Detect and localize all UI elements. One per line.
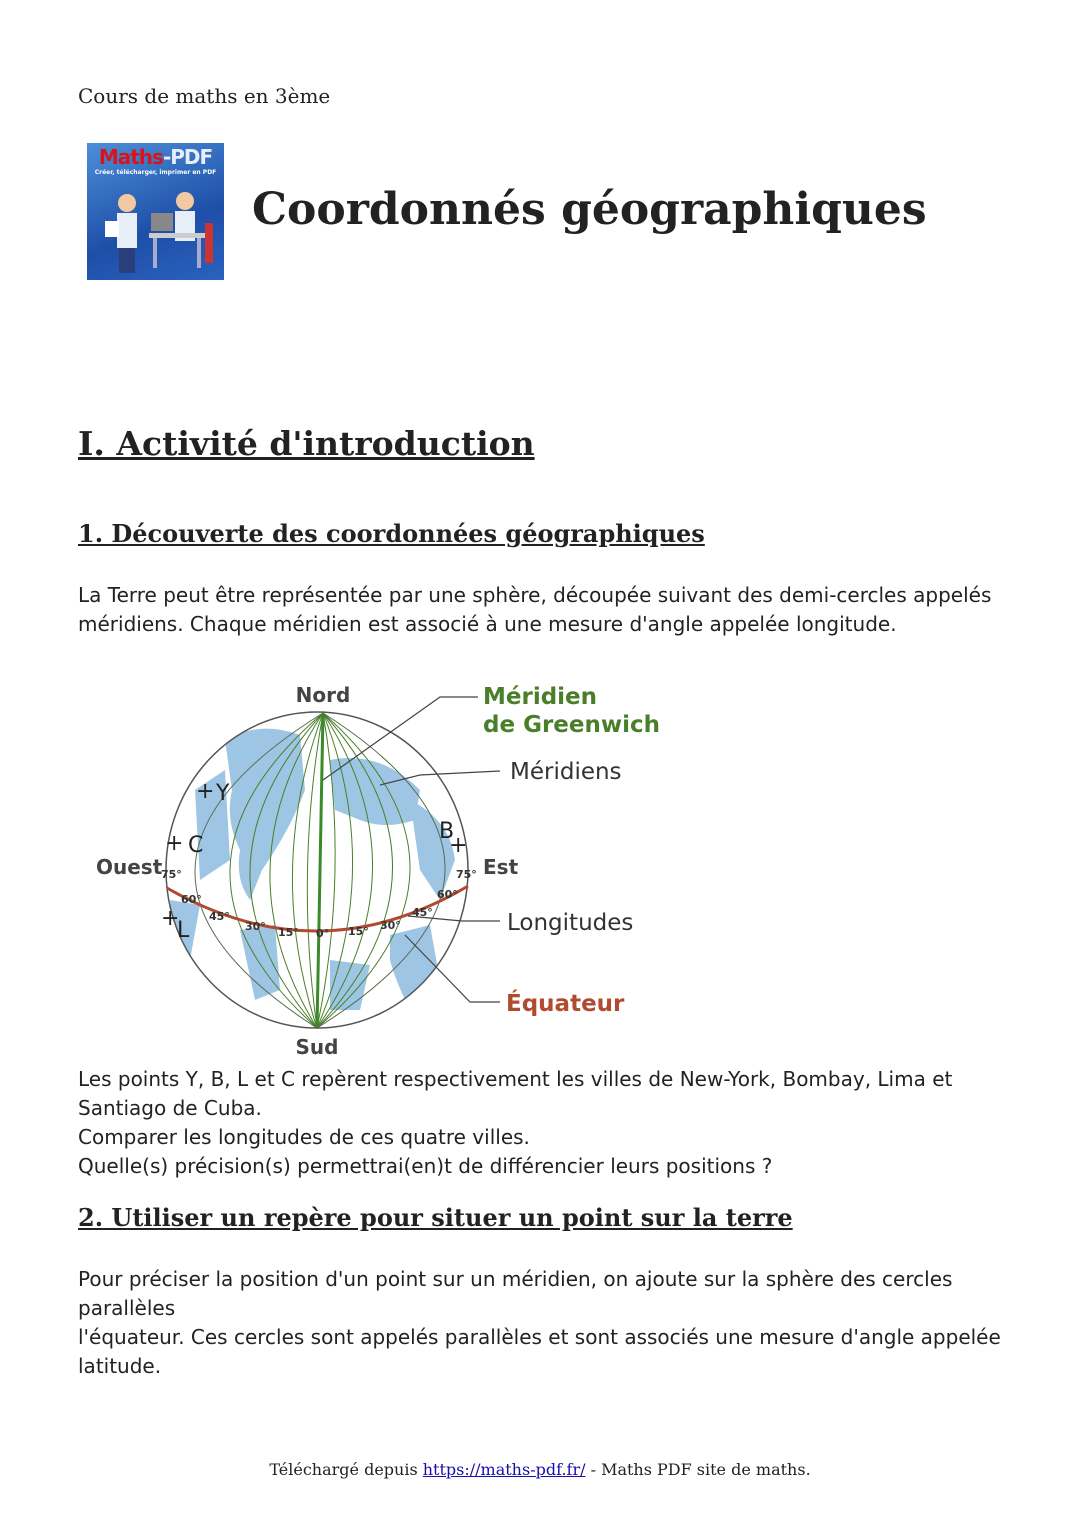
svg-text:60°: 60° xyxy=(437,888,458,901)
subsection-heading: 1. Découverte des coordonnées géographiques xyxy=(78,519,705,548)
points-paragraph: Les points Y, B, L et C repèrent respectivement les villes de New-York, Bombay, Lima et Santiago de Cuba. xyxy=(78,1067,953,1120)
label-greenwich-2: de Greenwich xyxy=(483,712,661,738)
svg-text:0°: 0° xyxy=(316,927,330,940)
svg-text:45°: 45° xyxy=(412,906,433,919)
svg-text:+: + xyxy=(161,906,180,931)
svg-text:75°: 75° xyxy=(456,868,477,881)
intro-paragraph: La Terre peut être représentée par une sphère, découpée suivant des demi-cercles appelés méridiens. Chaque méridien est associé à une mesure d'angle appelée longitude. xyxy=(78,583,992,636)
question-1: Comparer les longitudes de ces quatre villes. xyxy=(78,1125,530,1149)
point-y: Y xyxy=(216,781,230,806)
label-longitudes: Longitudes xyxy=(507,910,634,936)
svg-text:60°: 60° xyxy=(181,893,202,906)
label-sud: Sud xyxy=(295,1035,339,1059)
course-label: Cours de maths en 3ème xyxy=(78,84,331,108)
svg-text:45°: 45° xyxy=(209,910,230,923)
footer-link[interactable]: https://maths-pdf.fr/ xyxy=(422,1460,586,1479)
question-2: Quelle(s) précision(s) permettrai(en)t de différencier leurs positions ? xyxy=(78,1154,773,1178)
label-ouest: Ouest xyxy=(96,855,163,879)
label-meridiens: Méridiens xyxy=(510,759,622,785)
label-est: Est xyxy=(483,855,519,879)
maths-pdf-logo: Maths-PDF Créer, télécharger, imprimer en PDF xyxy=(87,143,224,280)
label-equateur: Équateur xyxy=(506,991,625,1017)
section-heading: I. Activité d'introduction xyxy=(78,424,535,463)
svg-text:15°: 15° xyxy=(348,925,369,938)
point-l: L xyxy=(177,918,190,943)
svg-text:30°: 30° xyxy=(245,920,266,933)
footer: Téléchargé depuis https://maths-pdf.fr/ - Maths PDF site de maths. xyxy=(269,1460,811,1479)
svg-text:+: + xyxy=(165,831,184,856)
svg-text:75°: 75° xyxy=(161,868,182,881)
subsection-heading-2: 2. Utiliser un repère pour situer un point sur la terre xyxy=(78,1203,793,1232)
label-greenwich-1: Méridien xyxy=(483,684,598,710)
page-title: Coordonnés géographiques xyxy=(252,184,927,235)
label-nord: Nord xyxy=(295,683,351,707)
svg-text:+: + xyxy=(196,779,215,804)
point-b: B xyxy=(439,819,455,844)
svg-text:+: + xyxy=(449,833,468,858)
parallels-paragraph: Pour préciser la position d'un point sur un méridien, on ajoute sur la sphère des cercles parallèles l'équateur. Ces cercles sont appelés parallèles et sont associés une mesure d'angle appelée latitude. xyxy=(78,1267,1001,1378)
svg-text:15°: 15° xyxy=(278,926,299,939)
point-c: C xyxy=(188,833,204,858)
svg-text:30°: 30° xyxy=(380,919,401,932)
